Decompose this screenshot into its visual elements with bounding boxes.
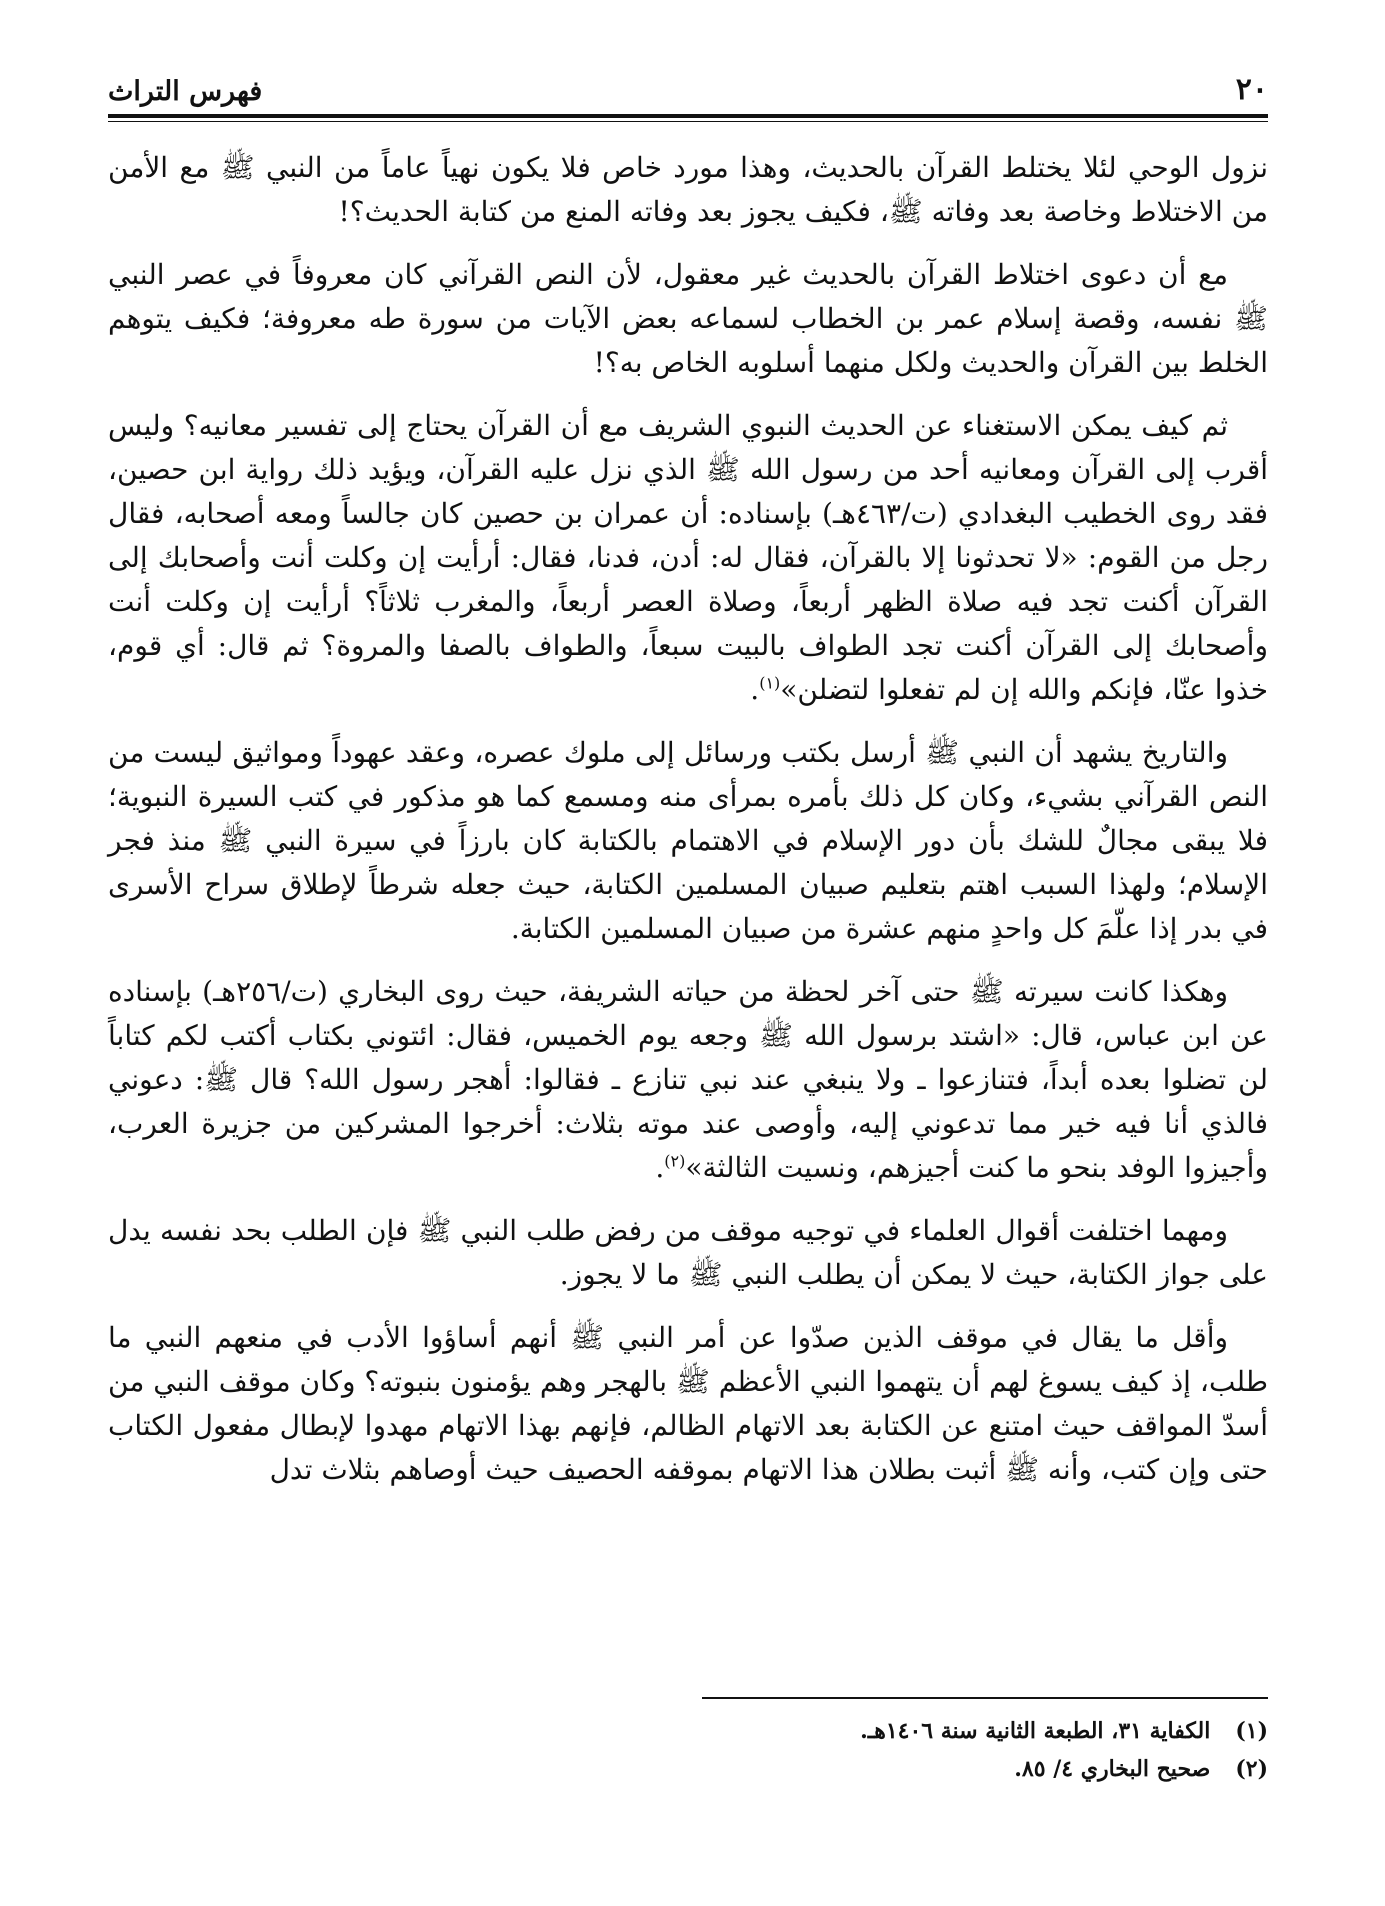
footnote-separator <box>702 1697 1268 1699</box>
paragraph-5-text: وهكذا كانت سيرته ﷺ حتى آخر لحظة من حياته الشريفة، حيث روى البخاري (ت/٢٥٦هـ) بإسناده عن ابن عباس، قال: «اشتد برسول الله ﷺ وجعه يوم الخميس، فقال: ائتوني بكتاب أكتب لكم كتاباً لن تضلوا بعده أبداً، فتنازعوا ـ ولا ينبغي عند نبي تنازع ـ فقالوا: أهجر رسول الله؟ قال ﷺ: دعوني فالذي أنا فيه خير مما تدعوني إليه، وأوصى عند موته بثلاث: أخرجوا المشركين من جزيرة العرب، وأجيزوا الوفد بنحو ما كنت أجيزهم، ونسيت الثالثة» <box>108 975 1268 1184</box>
paragraph-6: ومهما اختلفت أقوال العلماء في توجيه موقف من رفض طلب النبي ﷺ فإن الطلب بحد نفسه يدل على جواز الكتابة، حيث لا يمكن أن يطلب النبي ﷺ ما لا يجوز. <box>108 1214 1268 1291</box>
page-header <box>108 70 1268 114</box>
paragraph-7: وأقل ما يقال في موقف الذين صدّوا عن أمر النبي ﷺ أنهم أساؤوا الأدب في منعهم النبي ما طلب، إذ كيف يسوغ لهم أن يتهموا النبي الأعظم ﷺ بالهجر وهم يؤمنون بنبوته؟ وكان موقف النبي من أسدّ المواقف حيث امتنع عن الكتابة بعد الاتهام الظالم، فإنهم بهذا الاتهام مهدوا لإبطال مفعول الكتاب حتى وإن كتب، وأنه ﷺ أثبت بطلان هذا الاتهام بموقفه الحصيف حيث أوصاهم بثلاث تدل <box>108 1321 1268 1486</box>
paragraph-4: والتاريخ يشهد أن النبي ﷺ أرسل بكتب ورسائل إلى ملوك عصره، وعقد عهوداً ومواثيق ليست من النص القرآني بشيء، وكان كل ذلك بأمره بمرأى منه ومسمع كما هو مذكور في كتب السيرة النبوية؛ فلا يبقى مجالٌ للشك بأن دور الإسلام في الاهتمام بالكتابة كان بارزاً في سيرة النبي ﷺ منذ فجر الإسلام؛ ولهذا السبب اهتم بتعليم صبيان المسلمين الكتابة، حيث جعله شرطاً لإطلاق سراح الأسرى في بدر إذا علّمَ كل واحدٍ منهم عشرة من صبيان المسلمين الكتابة. <box>108 736 1268 945</box>
paragraph-5: وهكذا كانت سيرته ﷺ حتى آخر لحظة من حياته الشريفة، حيث روى البخاري (ت/٢٥٦هـ) بإسناده عن ابن عباس، قال: «اشتد برسول الله ﷺ وجعه يوم الخميس، فقال: ائتوني بكتاب أكتب لكم كتاباً لن تضلوا بعده أبداً، فتنازعوا ـ ولا ينبغي عند نبي تنازع ـ فقالوا: أهجر رسول الله؟ قال ﷺ: دعوني فالذي أنا فيه خير مما تدعوني إليه، وأوصى عند موته بثلاث: أخرجوا المشركين من جزيرة العرب، وأجيزوا الوفد بنحو ما كنت أجيزهم، ونسيت الثالثة»$^{(٢)}$. <box>108 975 1268 1184</box>
page-number: ٢٠ <box>1235 72 1268 107</box>
body-text <box>108 146 1268 1511</box>
paragraph-2: مع أن دعوى اختلاط القرآن بالحديث غير معقول، لأن النص القرآني كان معروفاً في عصر النبي ﷺ نفسه، وقصة إسلام عمر بن الخطاب لسماعه بعض الآيات من سورة طه معروفة؛ فكيف يتوهم الخلط بين القرآن والحديث ولكل منهما أسلوبه الخاص به؟! <box>108 258 1268 379</box>
footnote-text: صحيح البخاري ٤/ ٨٥. <box>1014 1756 1211 1782</box>
footnotes <box>108 1712 1268 1788</box>
footnote-text: الكفاية ٣١، الطبعة الثانية سنة ١٤٠٦هـ. <box>860 1718 1211 1744</box>
footnote-2 <box>108 1750 1268 1788</box>
footnote-number: (٢) <box>1235 1756 1268 1782</box>
footnote-ref-1: (١) <box>759 673 781 693</box>
footnote-1 <box>108 1712 1268 1750</box>
paragraph-3: ثم كيف يمكن الاستغناء عن الحديث النبوي الشريف مع أن القرآن يحتاج إلى تفسير معانيه؟ وليس أقرب إلى القرآن ومعانيه أحد من رسول الله ﷺ الذي نزل عليه القرآن، ويؤيد ذلك رواية ابن حصين، فقد روى الخطيب البغدادي (ت/٤٦٣هـ) بإسناده: أن عمران بن حصين كان جالساً ومعه أصحابه، فقال رجل من القوم: «لا تحدثونا إلا بالقرآن، فقال له: أدن، فدنا، فقال: أرأيت إن وكلت أنت وأصحابك إلى القرآن أكنت تجد فيه صلاة الظهر أربعاً، وصلاة العصر أربعاً، والمغرب ثلاثاً؟ أرأيت إن وكلت أنت وأصحابك إلى القرآن أكنت تجد الطواف بالبيت سبعاً، والطواف بالصفا والمروة؟ ثم قال: أي قوم، خذوا عنّا، فإنكم والله إن لم تفعلوا لتضلن»$^{(١)}$. <box>108 409 1268 706</box>
header-rule-thick <box>108 114 1268 118</box>
paragraph-3-text: ثم كيف يمكن الاستغناء عن الحديث النبوي الشريف مع أن القرآن يحتاج إلى تفسير معانيه؟ وليس أقرب إلى القرآن ومعانيه أحد من رسول الله ﷺ الذي نزل عليه القرآن، ويؤيد ذلك رواية ابن حصين، فقد روى الخطيب البغدادي (ت/٤٦٣هـ) بإسناده: أن عمران بن حصين كان جالساً ومعه أصحابه، فقال رجل من القوم: «لا تحدثونا إلا بالقرآن، فقال له: أدن، فدنا، فقال: أرأيت إن وكلت أنت وأصحابك إلى القرآن أكنت تجد فيه صلاة الظهر أربعاً، وصلاة العصر أربعاً، والمغرب ثلاثاً؟ أرأيت إن وكلت أنت وأصحابك إلى القرآن أكنت تجد الطواف بالبيت سبعاً، والطواف بالصفا والمروة؟ ثم قال: أي قوم، خذوا عنّا، فإنكم والله إن لم تفعلوا لتضلن» <box>108 409 1268 706</box>
footnote-ref-2: (٢) <box>664 1151 686 1171</box>
paragraph-1: نزول الوحي لئلا يختلط القرآن بالحديث، وهذا مورد خاص فلا يكون نهياً عاماً من النبي ﷺ مع الأمن من الاختلاط وخاصة بعد وفاته ﷺ، فكيف يجوز بعد وفاته المنع من كتابة الحديث؟! <box>108 151 1268 228</box>
header-rule-thin <box>108 121 1268 122</box>
footnote-number: (١) <box>1235 1718 1268 1744</box>
running-title: فهرس التراث <box>108 76 263 107</box>
